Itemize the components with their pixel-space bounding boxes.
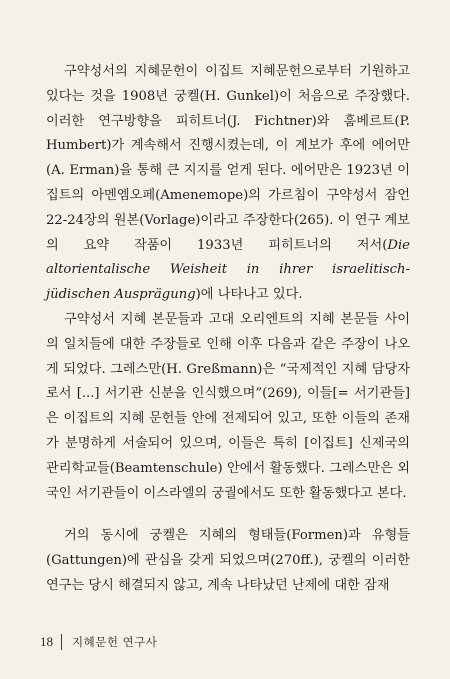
paragraph-1-book-title-italic: Die altorientalische Weisheit in ihrer israelitisch-jüdischen Ausprägung: [46, 237, 410, 303]
paragraph-1-text-a: 구약성서의 지혜문헌이 이집트 지혜문헌으로부터 기원하고 있다는 것을 1908년 궁켈(H. Gunkel)이 처음으로 주장했다. 이러한 연구방향을 피히트너(J. Fichtner)와 훔베르트(P. Humbert)가 계속해서 진행시켰는데, 이 계보가 후에 에어만(A. Erman)을 통해 큰 지지를 얻게 된다. 에어만은 1923년 이집트의 아멘엠오페(Amenemope)의 가르침이 구약성서 잠언 22-24장의 원본(Vorlage)이라고 주장한다(265). 이 연구 계보의 요약 작품이 1933년 피히트너의 저서(: [46, 64, 410, 253]
paragraph-1-text-b: )에 나타나고 있다.: [195, 287, 303, 303]
paragraph-3-text: 거의 동시에 궁켈은 지혜의 형태들(Formen)과 유형들(Gattungen)에 관심을 갖게 되었으며(270ff.), 궁켈의 이러한 연구는 당시 해결되지 않고, 계속 나타났던 난제에 대한 잠재: [46, 528, 410, 593]
body-text: [46, 60, 410, 599]
page-number: 18: [40, 634, 53, 649]
paragraph-2-text: 구약성서 지혜 본문들과 고대 오리엔트의 지혜 본문들 사이의 일치들에 대한 주장들로 인해 이후 다음과 같은 주장이 나오게 되었다. 그레스만(H. Greßmann)은 “국제적인 지혜 담당자로서 [...] 서기관 신분을 인식했으며”(269), 이들[= 서기관들]은 이집트의 지혜 문헌들 안에 전제되어 있고, 또한 이들의 존재가 분명하게 서술되어 있으며, 이들은 특히 [이집트] 신제국의 관리학교들(Beamtenschule) 안에서 활동했다. 그레스만은 외국인 서기관들이 이스라엘의 궁궐에서도 또한 활동했다고 본다.: [46, 311, 410, 501]
paragraph-2: [46, 308, 410, 506]
page-footer: [40, 634, 157, 650]
paragraph-1: [46, 60, 410, 308]
running-title: 지혜문헌 연구사: [72, 635, 158, 649]
footer-divider: [61, 634, 62, 650]
paragraph-3: [46, 524, 410, 598]
